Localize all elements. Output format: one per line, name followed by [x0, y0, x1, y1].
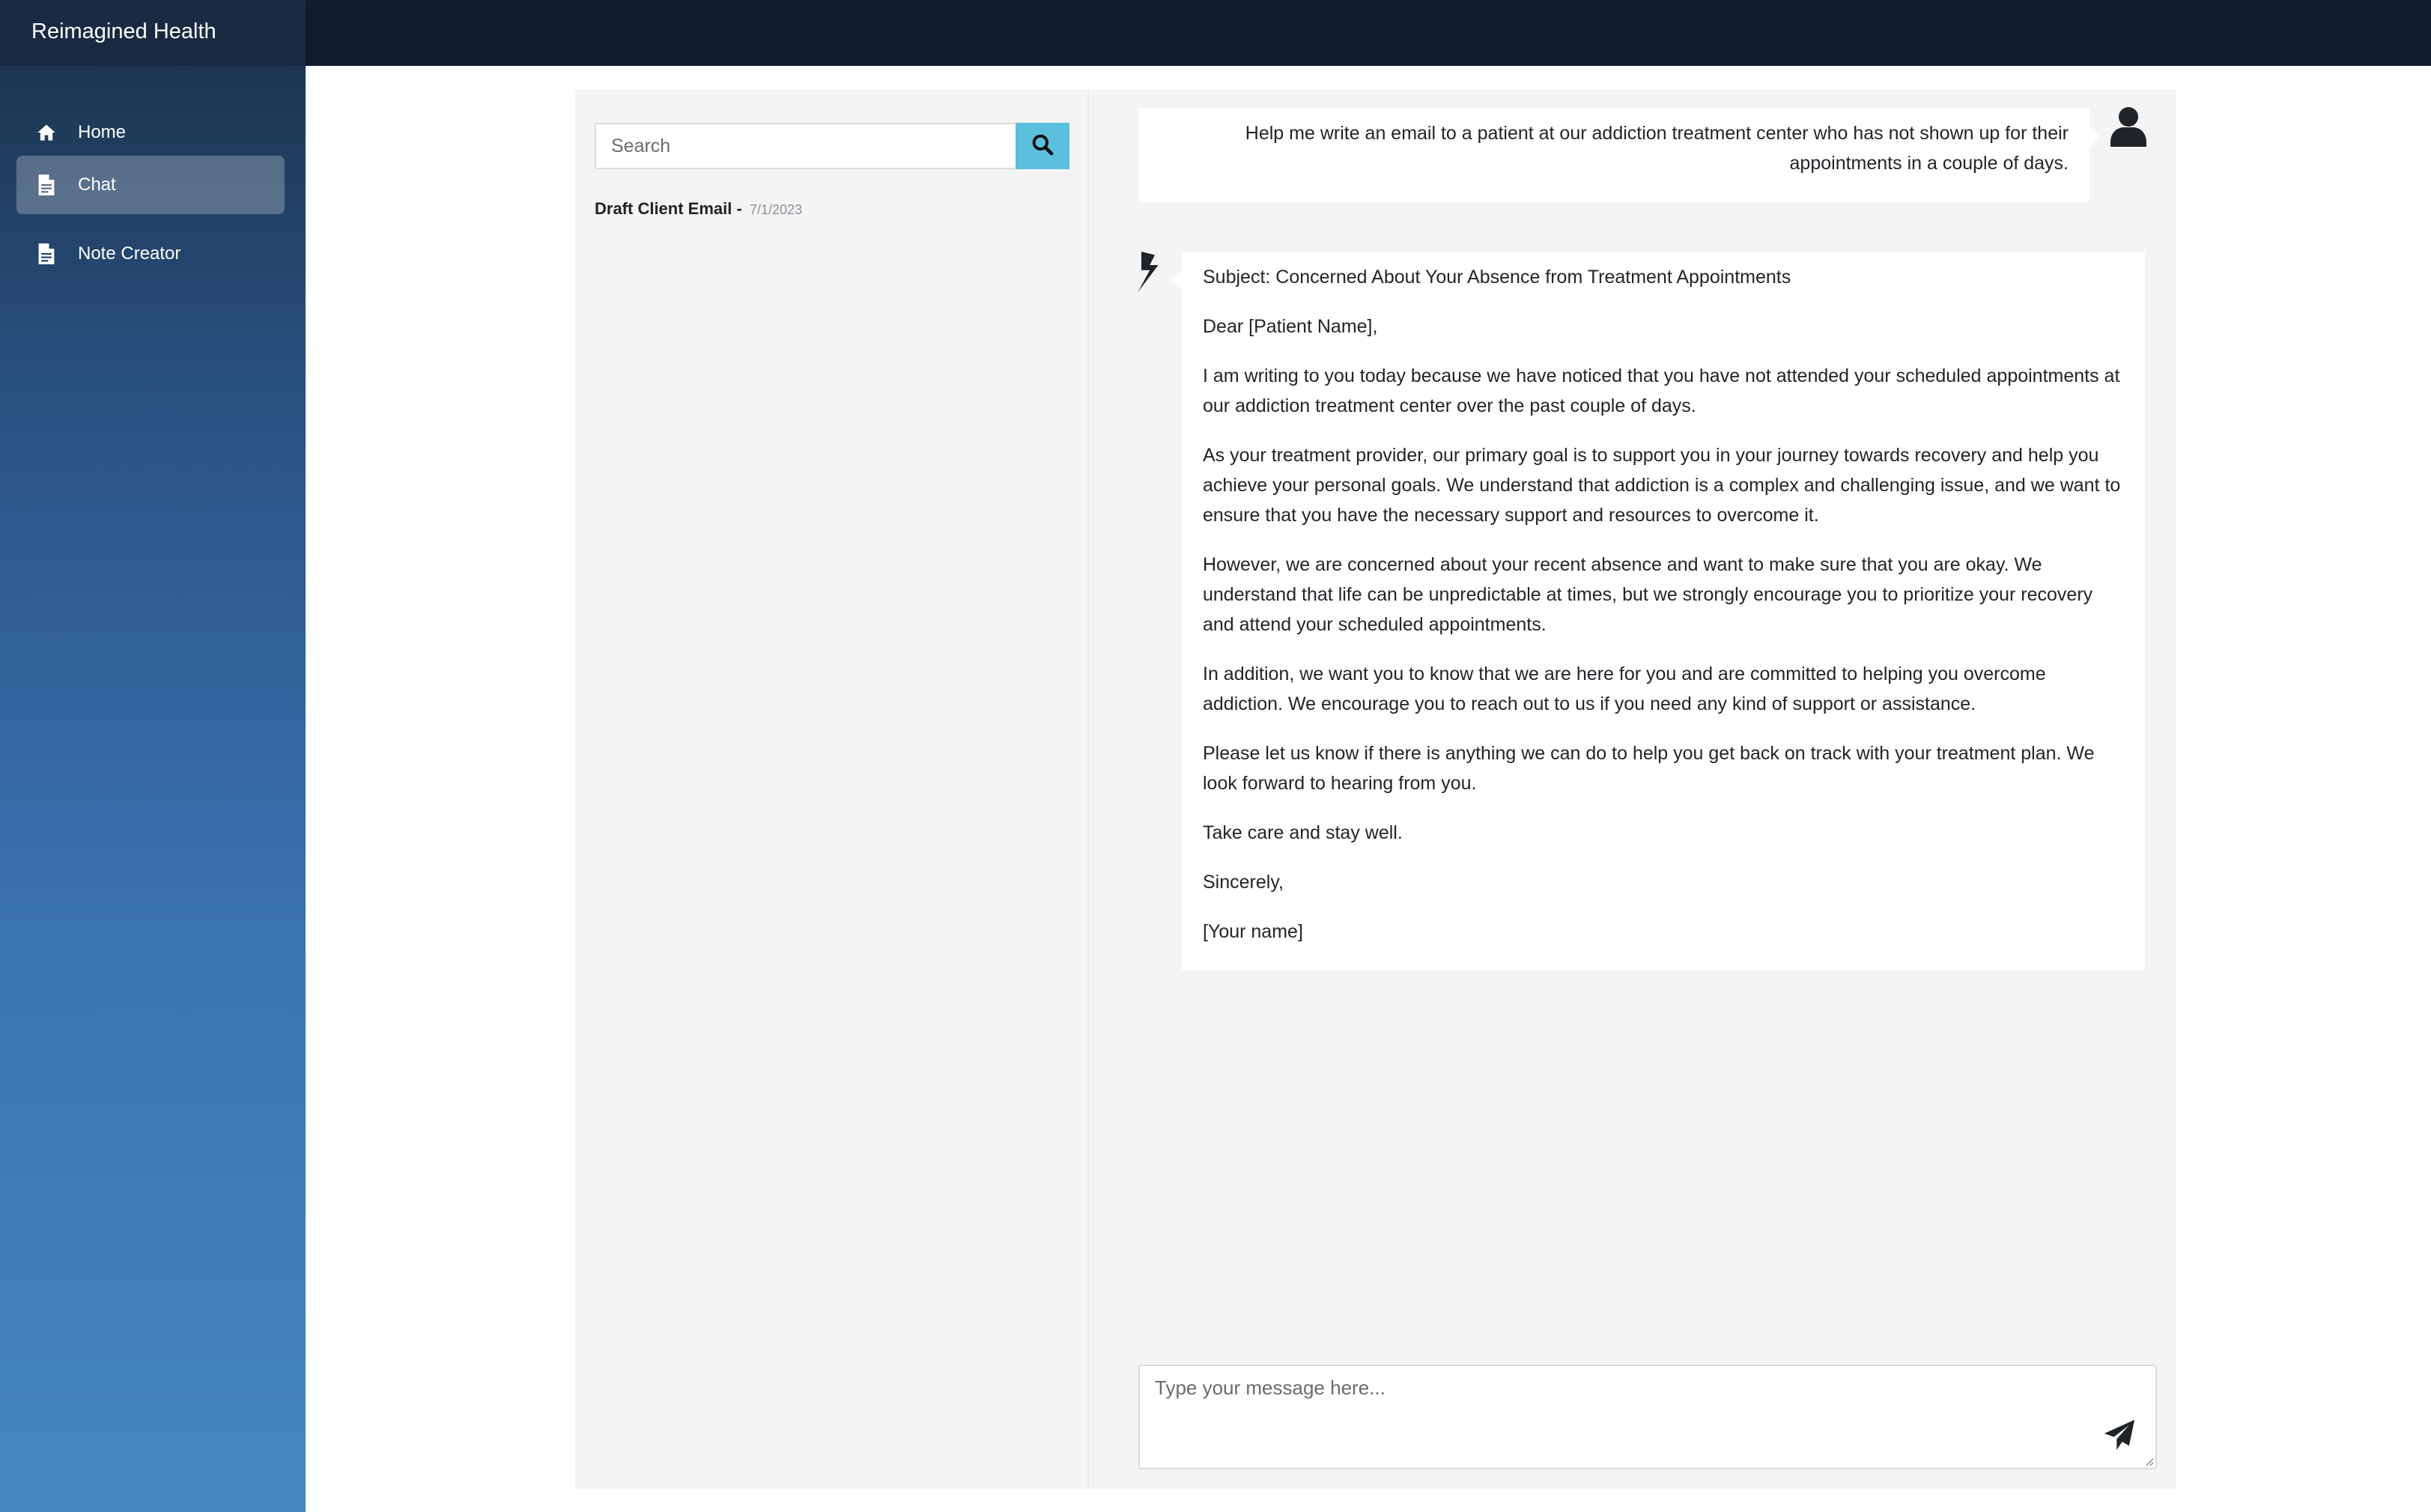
assistant-message — [1182, 252, 2145, 971]
assistant-paragraph: Subject: Concerned About Your Absence from Treatment Appointments — [1203, 267, 1791, 288]
conversation-title: Draft Client Email - — [595, 199, 742, 218]
message-composer — [1138, 1364, 2157, 1469]
sidebar-item-home[interactable] — [16, 103, 285, 162]
assistant-paragraph: Sincerely, — [1203, 872, 1284, 893]
assistant-paragraph: As your treatment provider, our primary goal is to support you in your journey towards recovery and help you achieve your personal goals. We understand that addiction is a complex and challenging issue, and we want to ensure that you have the necessary support and resources to overcome it. — [1203, 445, 2121, 526]
sidebar — [0, 66, 306, 1512]
assistant-paragraph: Dear [Patient Name], — [1203, 316, 1378, 337]
panel-divider — [1087, 90, 1089, 1489]
send-icon — [2103, 1442, 2136, 1454]
brand-title[interactable]: Reimagined Health — [0, 0, 306, 66]
message-input[interactable] — [1140, 1366, 2155, 1468]
document-icon — [34, 172, 58, 198]
assistant-paragraph: [Your name] — [1203, 921, 1303, 942]
search-icon — [1031, 133, 1054, 160]
user-message: Help me write an email to a patient at our addiction treatment center who has not shown up for their appointments in a couple of days. — [1138, 108, 2089, 202]
conversation-date: 7/1/2023 — [749, 202, 803, 217]
assistant-paragraph: Take care and stay well. — [1203, 822, 1403, 843]
sidebar-item-chat[interactable] — [16, 156, 285, 214]
top-bar — [0, 0, 2431, 66]
sidebar-item-label: Chat — [78, 174, 116, 195]
search-bar — [595, 123, 1069, 169]
assistant-paragraph: In addition, we want you to know that we are here for you and are committed to helping you overcome addiction. We encourage you to reach out to us if you need any kind of support or assistance. — [1203, 664, 2046, 714]
assistant-paragraph: I am writing to you today because we have noticed that you have not attended your scheduled appointments at our addiction treatment center over the past couple of days. — [1203, 365, 2120, 416]
document-icon — [34, 241, 58, 267]
sidebar-item-label: Note Creator — [78, 243, 181, 264]
home-icon — [34, 120, 58, 145]
bolt-icon — [1135, 252, 1161, 292]
resize-grip-icon[interactable] — [2143, 1456, 2154, 1466]
sidebar-item-label: Home — [78, 122, 127, 142]
search-input[interactable] — [595, 123, 1017, 169]
send-button[interactable] — [2103, 1418, 2136, 1451]
sidebar-item-note-creator[interactable] — [16, 225, 285, 283]
assistant-paragraph: However, we are concerned about your recent absence and want to make sure that you are okay. We understand that life can be unpredictable at times, but we strongly encourage you to prioritize your recovery and attend your scheduled appointments. — [1203, 554, 2093, 635]
assistant-paragraph: Please let us know if there is anything we can do to help you get back on track with your treatment plan. We look forward to hearing from you. — [1203, 743, 2095, 794]
conversation-item[interactable] — [595, 199, 802, 219]
search-button[interactable] — [1016, 123, 1069, 169]
user-icon — [2110, 106, 2146, 147]
